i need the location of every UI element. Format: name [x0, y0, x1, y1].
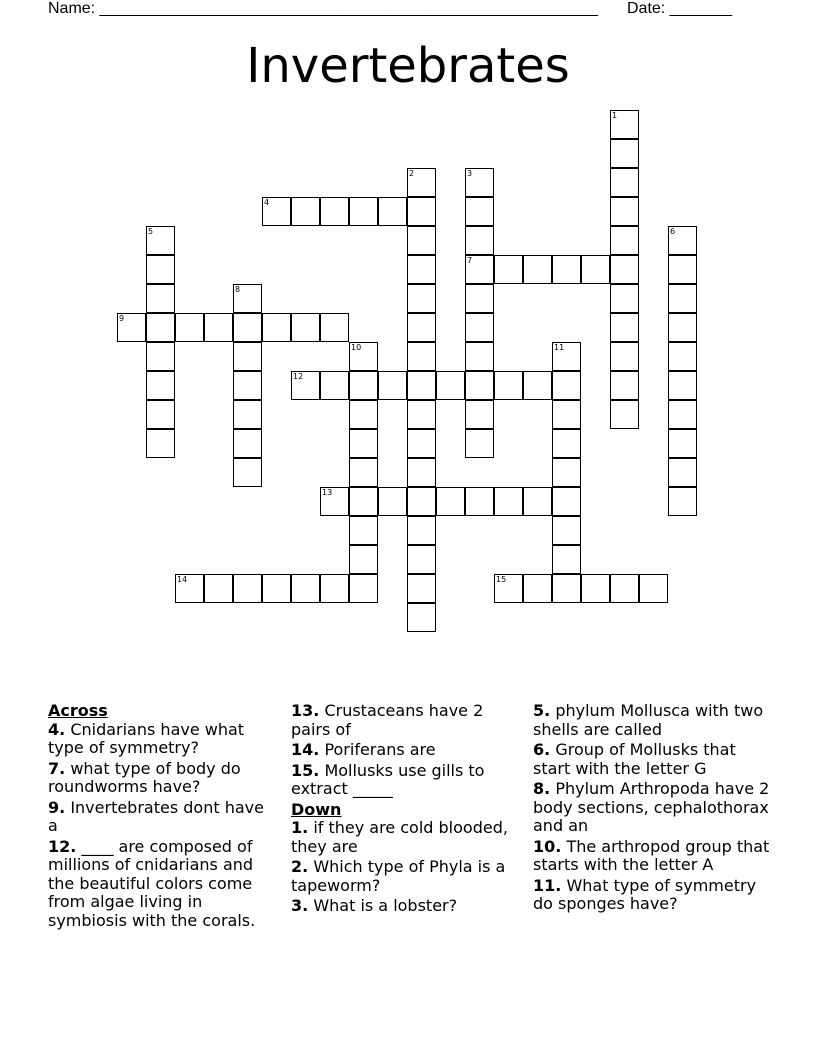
crossword-cell[interactable]	[407, 516, 436, 545]
crossword-cell[interactable]	[407, 574, 436, 603]
crossword-cell[interactable]	[523, 487, 552, 516]
clue-down-5: 5. phylum Mollusca with two shells are called	[533, 701, 764, 739]
crossword-cell[interactable]	[291, 371, 320, 400]
crossword-cell[interactable]	[668, 342, 697, 371]
clue-column-2	[291, 702, 521, 918]
crossword-cell[interactable]	[233, 400, 262, 429]
crossword-cell[interactable]	[668, 429, 697, 458]
crossword-cell[interactable]	[407, 371, 436, 400]
crossword-cell[interactable]	[320, 371, 349, 400]
clue-number: 7	[467, 256, 473, 265]
crossword-cell[interactable]	[465, 342, 494, 371]
name-field-label: Name: ________________________________________________________	[48, 0, 598, 17]
crossword-cell[interactable]	[146, 313, 175, 342]
crossword-cell[interactable]	[465, 197, 494, 226]
crossword-cell[interactable]	[262, 574, 291, 603]
crossword-cell[interactable]	[552, 516, 581, 545]
clue-number: 9	[119, 314, 125, 323]
crossword-cell[interactable]	[552, 255, 581, 284]
crossword-cell[interactable]	[349, 197, 378, 226]
crossword-cell[interactable]	[378, 371, 407, 400]
crossword-cell[interactable]	[407, 458, 436, 487]
crossword-cell[interactable]	[610, 110, 639, 139]
crossword-cell[interactable]	[407, 197, 436, 226]
crossword-cell[interactable]	[175, 574, 204, 603]
crossword-cell[interactable]	[610, 226, 639, 255]
clue-number: 11	[554, 343, 565, 352]
crossword-cell[interactable]	[581, 255, 610, 284]
crossword-cell[interactable]	[436, 487, 465, 516]
clue-down-3: 3. What is a lobster?	[291, 896, 458, 915]
crossword-cell[interactable]	[233, 429, 262, 458]
clue-number: 4	[264, 198, 270, 207]
crossword-cell[interactable]	[407, 313, 436, 342]
clue-number: 13	[322, 488, 333, 497]
date-field-label: Date: _______	[627, 0, 732, 17]
crossword-cell[interactable]	[349, 574, 378, 603]
crossword-cell[interactable]	[320, 313, 349, 342]
crossword-cell[interactable]	[523, 255, 552, 284]
crossword-cell[interactable]	[465, 168, 494, 197]
crossword-cell[interactable]	[407, 342, 436, 371]
crossword-cell[interactable]	[494, 574, 523, 603]
clue-across-15: 15. Mollusks use gills to extract _____	[291, 760, 485, 798]
clue-number: 10	[351, 343, 362, 352]
crossword-cell[interactable]	[668, 487, 697, 516]
clue-across-4: 4. Cnidarians have what type of symmetry?	[48, 719, 245, 757]
crossword-cell[interactable]	[146, 284, 175, 313]
crossword-cell[interactable]	[320, 487, 349, 516]
clue-down-8: 8. Phylum Arthropoda have 2 body sections, cephalothorax and an	[533, 779, 770, 835]
crossword-cell[interactable]	[262, 197, 291, 226]
clue-across-7: 7. what type of body do roundworms have?	[48, 758, 241, 796]
crossword-cell[interactable]	[552, 487, 581, 516]
crossword-cell[interactable]	[146, 342, 175, 371]
crossword-cell[interactable]	[407, 603, 436, 632]
crossword-cell[interactable]	[552, 342, 581, 371]
clue-number: 15	[496, 575, 507, 584]
crossword-cell[interactable]	[378, 197, 407, 226]
clue-down-1: 1. if they are cold blooded, they are	[291, 818, 508, 856]
crossword-cell[interactable]	[146, 371, 175, 400]
crossword-cell[interactable]	[320, 197, 349, 226]
crossword-cell[interactable]	[262, 313, 291, 342]
clue-down-6: 6. Group of Mollusks that start with the letter G	[533, 740, 736, 778]
crossword-cell[interactable]	[465, 429, 494, 458]
crossword-cell[interactable]	[407, 429, 436, 458]
crossword-cell[interactable]	[291, 574, 320, 603]
crossword-cell[interactable]	[610, 197, 639, 226]
clue-number: 1	[612, 111, 618, 120]
clue-across-9: 9. Invertebrates dont have a	[48, 797, 264, 835]
crossword-cell[interactable]	[610, 342, 639, 371]
crossword-cell[interactable]	[465, 255, 494, 284]
crossword-cell[interactable]	[146, 226, 175, 255]
crossword-cell[interactable]	[494, 371, 523, 400]
crossword-cell[interactable]	[407, 226, 436, 255]
crossword-cell[interactable]	[610, 574, 639, 603]
crossword-cell[interactable]	[291, 197, 320, 226]
crossword-cell[interactable]	[668, 400, 697, 429]
crossword-cell[interactable]	[349, 371, 378, 400]
crossword-cell[interactable]	[407, 545, 436, 574]
clue-number: 5	[148, 227, 154, 236]
clue-across-12: 12. ____ are composed of millions of cnidarians and the beautiful colors come from algae living in symbiosis with the corals.	[48, 836, 256, 930]
crossword-cell[interactable]	[610, 168, 639, 197]
crossword-cell[interactable]	[204, 313, 233, 342]
clue-down-11: 11. What type of symmetry do sponges have?	[533, 875, 757, 913]
crossword-cell[interactable]	[668, 284, 697, 313]
crossword-cell[interactable]	[465, 371, 494, 400]
crossword-cell[interactable]	[552, 545, 581, 574]
crossword-cell[interactable]	[349, 342, 378, 371]
crossword-cell[interactable]	[523, 574, 552, 603]
clue-down-2: 2. Which type of Phyla is a tapeworm?	[291, 857, 506, 895]
crossword-cell[interactable]	[407, 168, 436, 197]
crossword-cell[interactable]	[610, 371, 639, 400]
clue-down-10: 10. The arthropod group that starts with the letter A	[533, 836, 770, 874]
crossword-cell[interactable]	[233, 371, 262, 400]
across-heading: Across	[48, 701, 108, 720]
crossword-cell[interactable]	[552, 429, 581, 458]
crossword-cell[interactable]	[349, 400, 378, 429]
clue-across-14: 14. Poriferans are	[291, 740, 436, 759]
crossword-cell[interactable]	[436, 371, 465, 400]
crossword-cell[interactable]	[233, 284, 262, 313]
page-title: Invertebrates	[246, 38, 570, 94]
clue-column-1	[48, 702, 276, 932]
crossword-cell[interactable]	[610, 255, 639, 284]
clue-number: 8	[235, 285, 241, 294]
crossword-cell[interactable]	[668, 458, 697, 487]
crossword-cell[interactable]	[610, 284, 639, 313]
crossword-cell[interactable]	[146, 255, 175, 284]
crossword-cell[interactable]	[407, 284, 436, 313]
crossword-cell[interactable]	[407, 487, 436, 516]
crossword-cell[interactable]	[552, 458, 581, 487]
crossword-cell[interactable]	[552, 371, 581, 400]
clue-number: 6	[670, 227, 676, 236]
clue-across-13: 13. Crustaceans have 2 pairs of	[291, 701, 484, 739]
crossword-cell[interactable]	[494, 255, 523, 284]
crossword-cell[interactable]	[146, 400, 175, 429]
crossword-cell[interactable]	[349, 458, 378, 487]
clue-column-3	[533, 702, 773, 916]
crossword-cell[interactable]	[407, 400, 436, 429]
down-heading: Down	[291, 799, 342, 819]
crossword-cell[interactable]	[668, 226, 697, 255]
crossword-cell[interactable]	[349, 516, 378, 545]
crossword-cell[interactable]	[610, 400, 639, 429]
crossword-cell[interactable]	[668, 371, 697, 400]
crossword-cell[interactable]	[552, 400, 581, 429]
crossword-cell[interactable]	[291, 313, 320, 342]
crossword-cell[interactable]	[668, 313, 697, 342]
crossword-cell[interactable]	[378, 487, 407, 516]
crossword-cell[interactable]	[581, 574, 610, 603]
crossword-cell[interactable]	[117, 313, 146, 342]
crossword-cell[interactable]	[610, 139, 639, 168]
clue-number: 2	[409, 169, 415, 178]
clue-number: 14	[177, 575, 188, 584]
crossword-cell[interactable]	[465, 487, 494, 516]
crossword-cell[interactable]	[494, 487, 523, 516]
crossword-cell[interactable]	[639, 574, 668, 603]
crossword-cell[interactable]	[523, 371, 552, 400]
crossword-cell[interactable]	[465, 400, 494, 429]
clue-number: 12	[293, 372, 304, 381]
crossword-cell[interactable]	[407, 255, 436, 284]
crossword-cell[interactable]	[349, 487, 378, 516]
crossword-cell[interactable]	[465, 226, 494, 255]
crossword-cell[interactable]	[233, 458, 262, 487]
crossword-cell[interactable]	[233, 313, 262, 342]
crossword-cell[interactable]	[233, 342, 262, 371]
crossword-cell[interactable]	[552, 574, 581, 603]
crossword-cell[interactable]	[349, 545, 378, 574]
crossword-cell[interactable]	[233, 574, 262, 603]
crossword-cell[interactable]	[349, 429, 378, 458]
clue-number: 3	[467, 169, 473, 178]
crossword-cell[interactable]	[465, 313, 494, 342]
crossword-cell[interactable]	[668, 255, 697, 284]
crossword-cell[interactable]	[320, 574, 349, 603]
crossword-cell[interactable]	[146, 429, 175, 458]
crossword-cell[interactable]	[175, 313, 204, 342]
crossword-cell[interactable]	[610, 313, 639, 342]
crossword-cell[interactable]	[465, 284, 494, 313]
crossword-cell[interactable]	[204, 574, 233, 603]
